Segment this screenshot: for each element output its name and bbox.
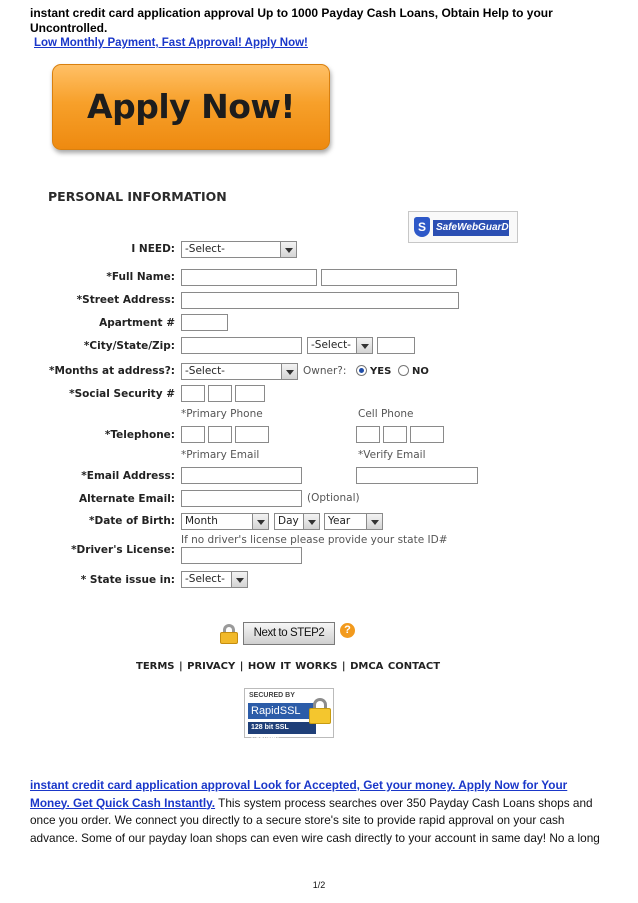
chevron-down-icon (356, 338, 372, 353)
rapidssl-badge (244, 688, 334, 743)
apartment-input[interactable] (181, 314, 228, 331)
shield-icon: S (414, 217, 430, 237)
footer-links[interactable]: TERMS | PRIVACY | HOW IT WORKS | DMCA CONTACT (136, 661, 441, 672)
dob-day-value: Day (278, 515, 299, 527)
chevron-down-icon (280, 242, 296, 257)
cell-phone-line-input[interactable] (410, 426, 444, 443)
license-label: *Driver's License: (71, 544, 175, 556)
dob-day-select[interactable] (274, 513, 320, 530)
chevron-down-icon (303, 514, 319, 529)
email-label: *Email Address: (81, 470, 175, 482)
lock-icon (220, 624, 238, 644)
primary-email-hint: *Primary Email (181, 449, 260, 461)
ssl-brand-label: RapidSSL (248, 703, 316, 719)
license-input[interactable] (181, 547, 302, 564)
padlock-icon (309, 698, 331, 724)
section-title: PERSONAL INFORMATION (48, 189, 227, 204)
state-issue-value: -Select- (185, 573, 225, 585)
dob-year-value: Year (328, 515, 351, 527)
owner-no-radio[interactable] (398, 365, 409, 376)
body-paragraph (30, 777, 610, 847)
telephone-label: *Telephone: (104, 429, 175, 441)
first-name-input[interactable] (181, 269, 317, 286)
owner-yes-label: YES (370, 366, 392, 377)
cell-phone-area-input[interactable] (356, 426, 380, 443)
safewebguard-label: SafeWebGuarD (433, 220, 509, 236)
cell-phone-hint: Cell Phone (358, 408, 414, 420)
apartment-label: Apartment # (99, 317, 175, 329)
ssl-strength-label: 128 bit SSL Security (248, 722, 316, 734)
ssn-label: *Social Security # (69, 388, 175, 400)
ssl-secured-label: SECURED BY (249, 692, 295, 699)
state-issue-select[interactable] (181, 571, 248, 588)
months-label: *Months at address?: (49, 365, 175, 377)
state-issue-label: * State issue in: (80, 574, 175, 586)
street-label: *Street Address: (76, 294, 175, 306)
chevron-down-icon (231, 572, 247, 587)
dob-month-value: Month (185, 515, 218, 527)
body-link[interactable]: instant credit card application approval Look for Accepted, Get your money. Apply Now for Your Money. Get Quick Cash Instantly. (30, 778, 568, 810)
state-select[interactable] (307, 337, 373, 354)
ssn-part3-input[interactable] (235, 385, 265, 402)
last-name-input[interactable] (321, 269, 457, 286)
months-select[interactable] (181, 363, 298, 380)
primary-phone-line-input[interactable] (235, 426, 269, 443)
dob-year-select[interactable] (324, 513, 383, 530)
alt-email-input[interactable] (181, 490, 302, 507)
chevron-down-icon (366, 514, 382, 529)
safewebguard-badge (408, 211, 518, 243)
dob-month-select[interactable] (181, 513, 269, 530)
ssn-part1-input[interactable] (181, 385, 205, 402)
next-step-button[interactable]: Next to STEP2 (243, 622, 335, 645)
application-form-image (30, 56, 509, 746)
email-input[interactable] (181, 467, 302, 484)
primary-phone-hint: *Primary Phone (181, 408, 263, 420)
owner-yes-radio[interactable] (356, 365, 367, 376)
city-label: *City/State/Zip: (83, 340, 175, 352)
chevron-down-icon (252, 514, 268, 529)
city-input[interactable] (181, 337, 302, 354)
primary-phone-prefix-input[interactable] (208, 426, 232, 443)
body-text: This system process searches over 350 Payday Cash Loans shops and once you order. We connect you directly to a secure store's site to provide rapid approval on your cash advance. Some of our payday loan shops can even wire cash directly to your account in same day! No a long (30, 795, 600, 845)
months-select-value: -Select- (185, 365, 225, 377)
alt-email-label: Alternate Email: (79, 493, 175, 505)
page-number: 1/2 (312, 880, 326, 890)
verify-email-input[interactable] (356, 467, 478, 484)
owner-label: Owner?: (303, 365, 347, 377)
zip-input[interactable] (377, 337, 415, 354)
ssn-part2-input[interactable] (208, 385, 232, 402)
street-input[interactable] (181, 292, 459, 309)
need-select-value: -Select- (185, 243, 225, 255)
full-name-label: *Full Name: (106, 271, 175, 283)
primary-phone-area-input[interactable] (181, 426, 205, 443)
optional-hint: (Optional) (307, 492, 360, 504)
owner-no-label: NO (412, 366, 429, 377)
help-icon[interactable]: ? (340, 623, 355, 638)
cell-phone-prefix-input[interactable] (383, 426, 407, 443)
verify-email-hint: *Verify Email (358, 449, 426, 461)
state-select-value: -Select- (311, 339, 351, 351)
need-label: I NEED: (131, 243, 175, 255)
apply-now-button[interactable]: Apply Now! (52, 64, 330, 150)
dob-label: *Date of Birth: (89, 515, 175, 527)
page-heading: instant credit card application approval Up to 1000 Payday Cash Loans, Obtain Help to your Uncontrolled. (30, 6, 553, 35)
chevron-down-icon (281, 364, 297, 379)
apply-now-link[interactable]: Low Monthly Payment, Fast Approval! Apply Now! (34, 37, 308, 49)
license-note: If no driver's license please provide your state ID# (181, 534, 448, 546)
need-select[interactable] (181, 241, 297, 258)
